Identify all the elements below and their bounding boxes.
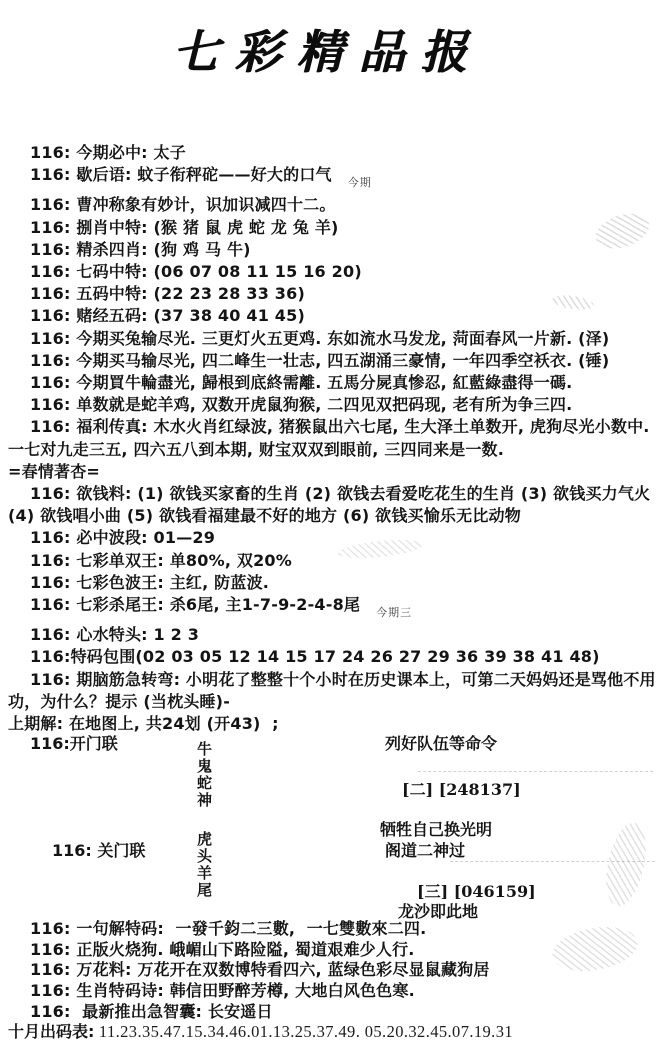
closing-couplet-line-3: 龙沙即此地	[398, 902, 479, 922]
text-line: 116: 欲钱料: (1) 欲钱买家畜的生肖 (2) 欲钱去看爱吃花生的生肖 (3) 欲钱买力气火	[30, 484, 651, 504]
text-line	[30, 594, 655, 624]
section-divider: =春情著杏=	[8, 461, 101, 481]
text-line: 116: 七彩单双王: 单80%, 双20%	[30, 550, 292, 570]
text-line-continuation: 上期解: 在地图上, 共24划 (开43) ;	[8, 714, 279, 734]
closing-couplet-line-1: 牺牲自己换光明	[380, 820, 493, 840]
text-line: 116: 生肖特码诗: 韩信田野醉芳樽, 大地白风色色寒.	[30, 981, 415, 1001]
closing-couplet-code: [三] [046159]	[417, 882, 536, 902]
text-line: 116: 必中波段: 01—29	[30, 528, 216, 548]
closing-couplet-vertical-text: 虎头羊尾	[197, 830, 213, 900]
text-line-continuation: (4) 欲钱唱小曲 (5) 欲钱看福建最不好的地方 (6) 欲钱买愉乐无比动物	[8, 506, 521, 526]
content-body	[8, 142, 656, 1041]
closing-couplet-line-2: 阁道二神过	[385, 841, 466, 861]
text-line: 116: 赌经五码: (37 38 40 41 45)	[30, 306, 305, 326]
october-numbers-label: 十月出码表:	[8, 1022, 95, 1041]
closing-couplet-label: 116: 关门联	[52, 841, 146, 861]
period-note: 今期三	[376, 606, 413, 620]
line-text: 116: 七彩杀尾王: 杀6尾, 主1-7-9-2-4-8尾	[30, 595, 361, 615]
text-line: 116: 五码中特: (22 23 28 33 36)	[30, 284, 305, 304]
bottom-section	[8, 919, 655, 1041]
october-numbers-values: 11.23.35.47.15.34.46.01.13.25.37.49. 05.20.32.45.07.19.31	[94, 1022, 513, 1041]
text-line: 116: 今期买马输尽光, 四二峰生一壮志, 四五湖涌三豪情, 一年四季空袄衣. (锤)	[30, 350, 610, 370]
text-line: 116: 单数就是蛇羊鸡, 双数开虎鼠狗猴, 二四见双把码现, 老有所为争三四.	[30, 395, 573, 415]
line-text: 116: 歇后语: 蚊子衔秤砣——好大的口气	[30, 165, 332, 185]
text-line: 116: 心水特头: 1 2 3	[30, 625, 200, 645]
opening-couplet-vertical-text: 牛鬼蛇神	[197, 740, 213, 810]
couplet-section	[30, 734, 655, 922]
text-line: 116: 正版火烧狗. 峨嵋山下路险隘, 蜀道艰难少人行.	[30, 939, 415, 959]
text-line: 116: 曹冲称象有妙计，识加识减四十二。	[30, 195, 336, 215]
scan-artifact-line	[418, 771, 653, 772]
text-line: 116:特码包围(02 03 05 12 14 15 17 24 26 27 29 36 39 38 41 48)	[30, 647, 600, 667]
text-line-continuation: 一七对九走三五, 四六五八到本期, 财宝双双到眼前, 三四同来是一数.	[8, 439, 505, 459]
text-line: 116: 福利传真: 木水火肖红绿波, 猪猴鼠出六七尾, 生大泽土单数开, 虎狗尽光小数中.	[30, 417, 650, 437]
text-line: 116: 期脑筋急转弯: 小明花了整整十个小时在历史课本上，可第二天妈妈还是骂他不用	[30, 669, 656, 689]
october-numbers-row	[8, 1022, 655, 1041]
text-line: 116: 今期买兔输尽光. 三更灯火五更鸡. 东如流水马发龙, 菏面春风一片新. (泽)	[30, 328, 610, 348]
opening-couplet-line: 列好队伍等命令	[385, 734, 498, 754]
text-line: 116: 今期必中: 太子	[30, 143, 186, 162]
text-line: 116: 最新推出急智囊: 长安遥日	[30, 1001, 273, 1021]
text-line: 116: 精杀四肖: (狗 鸡 马 牛)	[30, 239, 251, 259]
text-line: 116: 今期買牛輪盡光, 歸根到底終需離. 五馬分屍真惨忍, 紅藍綠盡得一碼.	[30, 373, 573, 393]
text-line: 116: 七码中特: (06 07 08 11 15 16 20)	[30, 262, 362, 282]
opening-couplet-label: 116:开门联	[30, 734, 118, 754]
text-line: 116: 七彩色波王: 主红, 防蓝波.	[30, 572, 270, 592]
text-line: 116: 万花料: 万花开在双数博特看四六, 蓝绿色彩尽显鼠藏狗居	[30, 960, 490, 980]
page-title: 七彩精品报	[172, 25, 483, 79]
text-line: 116: 捌肖中特: (猴 猪 鼠 虎 蛇 龙 兔 羊)	[30, 217, 339, 237]
text-line	[30, 164, 655, 194]
opening-couplet-code: [二] [248137]	[402, 780, 521, 800]
period-note: 今期	[347, 176, 372, 190]
text-line: 116: 一句解特码: 一發千鈞二三數, 一七雙數來二四.	[30, 919, 427, 939]
text-line-continuation: 功，为什么？提示 (当枕头睡)-	[8, 691, 231, 711]
